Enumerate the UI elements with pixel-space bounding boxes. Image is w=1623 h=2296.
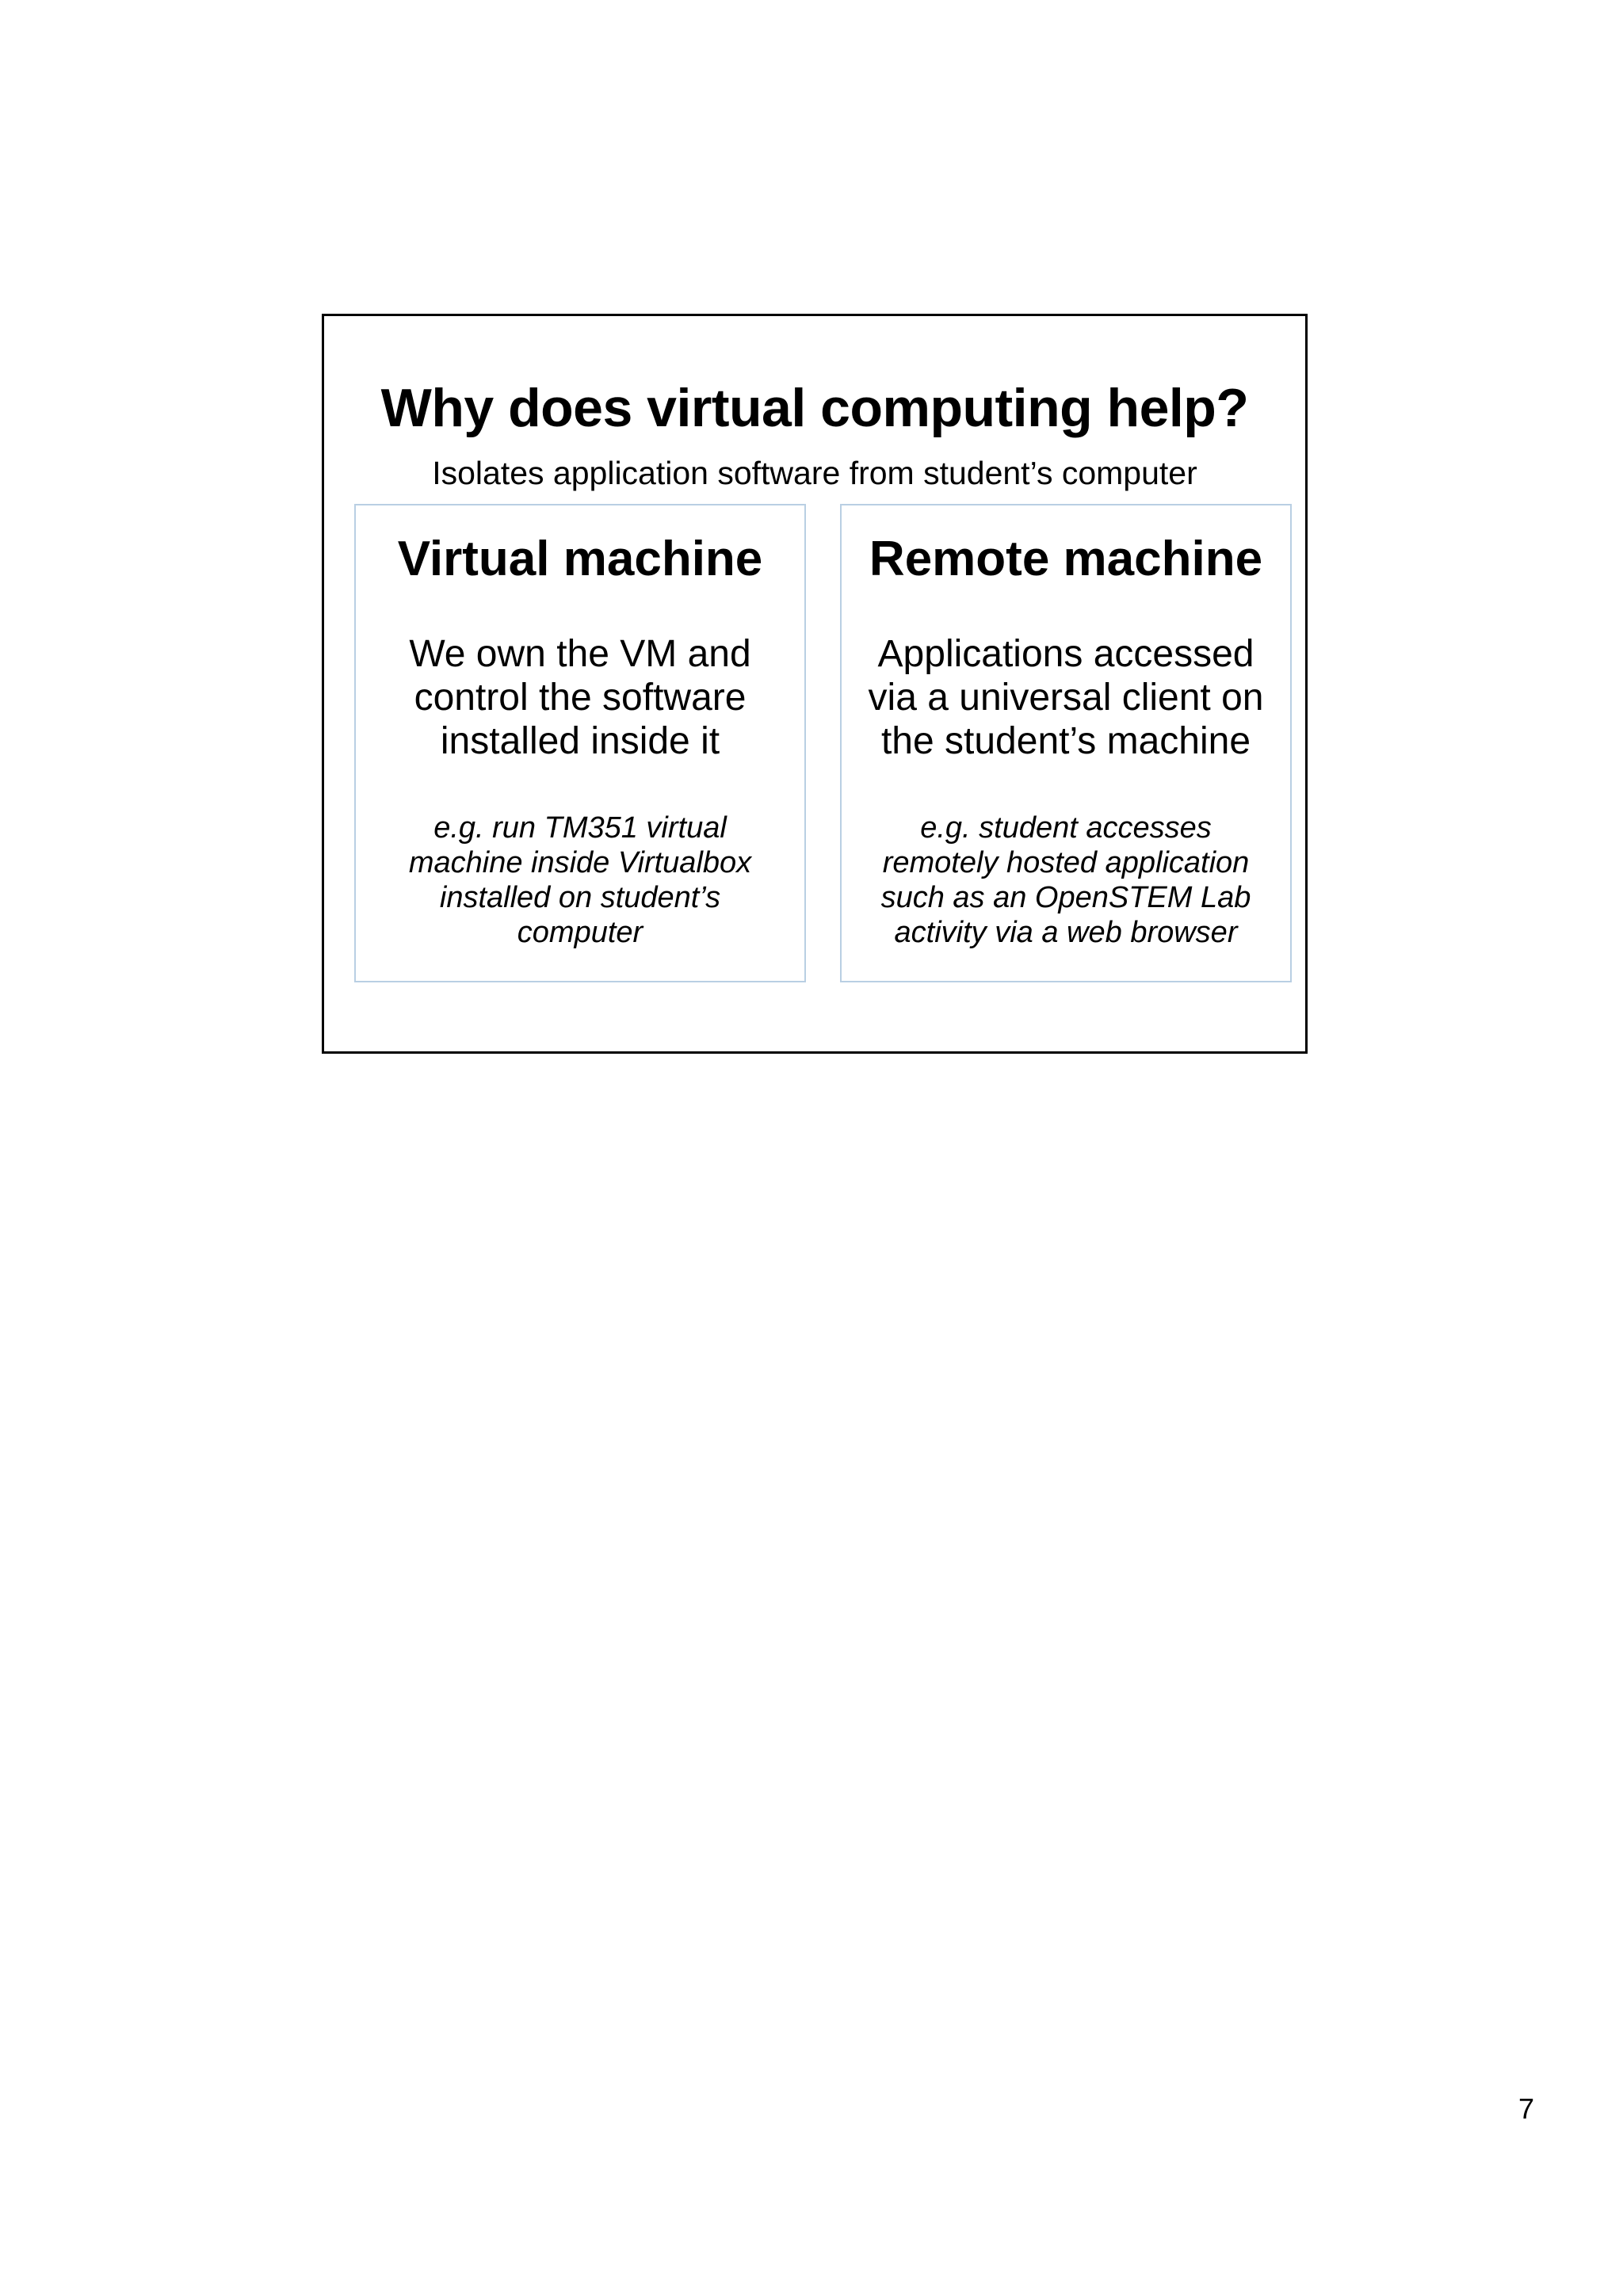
virtual-machine-panel xyxy=(354,504,806,982)
panel-heading: Virtual machine xyxy=(397,532,763,586)
slide-title: Why does virtual computing help? xyxy=(380,378,1249,438)
panel-example: e.g. run TM351 virtual machine inside Virtualbox installed on student’s computer xyxy=(408,811,752,949)
page-number: 7 xyxy=(1518,2092,1535,2125)
slide-frame xyxy=(322,314,1308,1054)
panel-body: Applications accessed via a universal client on the student’s machine xyxy=(868,633,1264,762)
slide-subtitle: Isolates application software from student’s computer xyxy=(432,455,1197,491)
remote-machine-panel xyxy=(840,504,1292,982)
panel-example: e.g. student accesses remotely hosted application such as an OpenSTEM Lab activity via a web browser xyxy=(880,811,1251,949)
panel-heading: Remote machine xyxy=(869,532,1263,586)
panel-body: We own the VM and control the software installed inside it xyxy=(409,633,751,762)
